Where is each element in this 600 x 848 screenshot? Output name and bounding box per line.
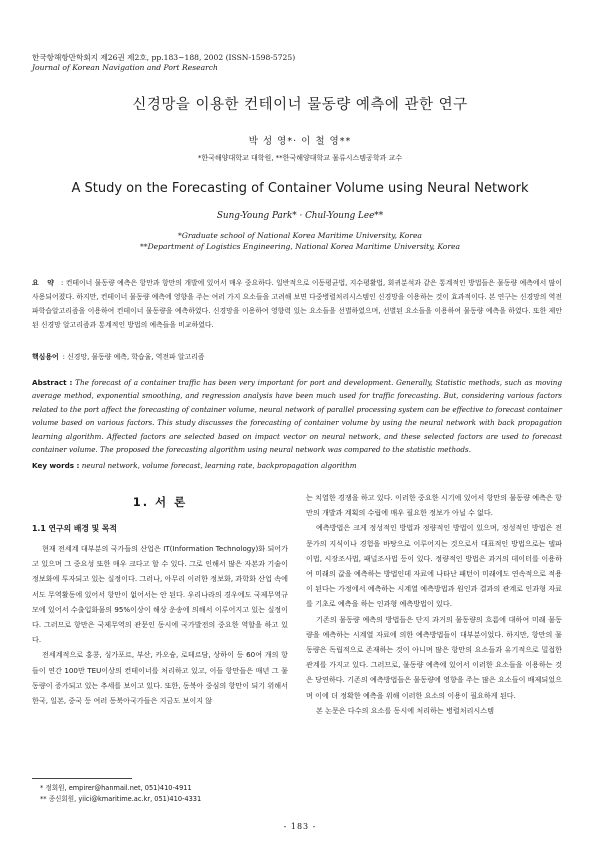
abstract-en: [32, 376, 562, 456]
affiliation-en-2: **Department of Logistics Engineering, National Korea Maritime University, Korea: [139, 242, 461, 251]
affiliation-ko: *한국해양대학교 대학원, **한국해양대학교 물류시스템공학과 교수: [197, 154, 403, 162]
journal-header-ko: 한국항해항만학회지 제26권 제2호, pp.183~188, 2002 (ISSN-1598-5725): [32, 53, 296, 62]
paper-title-en: A Study on the Forecasting of Container Volume using Neural Network: [71, 181, 529, 196]
abstract-en-label: Abstract :: [32, 378, 73, 387]
abstract-en-text: The forecast of a container traffic has been very important for port and development. Generally, Statistic methods, such as moving average method, exponential smoothing, and regression analysis have been much used for traffic forecasting. But, considering various factors related to the port affect the forecasting of container volume, neural network of parallel processing system can be effective to forecast container volume based on various factors. This study discusses the forecasting of container volume by using the neural network with back propagation learning algorithm. Affected factors are selected based on impact vector on neural network, and these selected factors are used to forecast container volume. The proposed the forecasting algorithm using neural network was compared to the statistic methods.: [32, 378, 562, 455]
paragraph: 기존의 물동량 예측의 방법들은 단지 과거의 물동량의 흐름에 대하여 미래 물동량을 예측하는 시계열 자료에 의한 예측방법들이 대부분이었다. 하지만, 항만의 물동량은 독립적으로 존재하는 것이 아니며 많은 항만의 요소들과 유기적으로 밀접한 관계를 가지고 있다. 그러므로, 물동량 예측에 있어서 이러한 요소들을 이용하는 것은 당연하다. 기존의 예측방법들은 물동량에 영향을 주는 많은 요소들이 배제되었으며 이에 더 정확한 예측을 위해 이러한 요소의 이용이 필요하게 된다.: [306, 614, 562, 700]
paragraph: 전세계적으로 홍콩, 싱가포르, 부산, 카오슝, 로테르담, 상하이 등 60여 개의 항들이 연간 100만 TEU이상의 컨테이너를 처리하고 있고, 이들 항만들은 매년 그 물동량이 증가되고 있는 추세를 보이고 있다. 또한, 동북아 중심의 항만이 되기 위해서 한국, 일본, 중국 등 여러 동북아국가들은 지금도 보이지 않: [32, 650, 288, 706]
subsection-title: 1.1 연구의 배경 및 목적: [32, 524, 117, 533]
keywords-ko-text: : 신경망, 물동량 예측, 학습율, 역전파 알고리즘: [62, 353, 205, 361]
authors-en: Sung-Young Park* · Chul-Young Lee**: [216, 211, 384, 221]
paragraph: 현재 전세계 대부분의 국가들의 산업은 IT(Information Technology)화 되어가고 있으며 그 중요성 또한 매우 크다고 할 수 있다. 그로 인해서 많은 자본과 기술이 정보화에 투자되고 있는 실정이다. 그러나, 아무리 이러한 정보화, 과학화 산업 속에서도 무역활동에 있어서 항만이 없어서는 안 된다. 우리나라의 경우에도 국제무역규모에 있어서 수출입화물의 95%이상이 해상 운송에 의해서 이루어지고 있는 실정이다. 그러므로 항만은 국제무역의 관문인 동시에 국가발전의 중요한 역할을 하고 있다.: [32, 544, 288, 645]
paper-title-ko: 신경망을 이용한 컨테이너 물동량 예측에 관한 연구: [132, 97, 468, 113]
abstract-ko: [32, 276, 562, 332]
abstract-ko-label: 요 약: [32, 279, 57, 287]
paragraph: 는 치열한 경쟁을 하고 있다. 이러한 중요한 시기에 있어서 항만의 물동량 예측은 항만의 개발과 계획의 수립에 매우 필요한 정보가 아닐 수 없다.: [306, 493, 562, 518]
paragraph: 본 논문은 다수의 요소를 동시에 처리하는 병렬처리시스템: [316, 705, 494, 715]
abstract-ko-text: : 컨테이너 물동량 예측은 항만과 항만의 개발에 있어서 매우 중요하다. 일반적으로 이동평균법, 지수평활법, 회귀분석과 같은 통계적인 방법들은 물동량 예측에서 많이 사용되어졌다. 하지만, 컨테이너 물동량 예측에 영향을 주는 여러 가지 요소들을 고려해 보면 다중병렬처리시스템인 신경망을 이용하는 것이 효과적이다. 본 연구는 신경망의 역전파학습알고리즘을 이용하여 컨테이너 물동량을 예측하였다. 신경망을 이용하여 영향력 있는 요소들을 선별하였으며, 선별된 요소들을 이용하여 물동량 예측을 하였다. 또한 제안된 신경망 알고리즘과 통계적인 방법의 예측들을 비교하였다.: [32, 279, 562, 329]
footnote-1: * 정회원, empirer@hanmail.net, 051)410-4911: [40, 784, 192, 792]
journal-header-en: Journal of Korean Navigation and Port Research: [32, 63, 218, 72]
authors-ko: 박 성 영*· 이 철 영**: [248, 136, 352, 147]
right-column: [306, 490, 562, 718]
page-number: - 183 -: [283, 822, 317, 831]
left-column: [32, 541, 288, 708]
keywords-en: [32, 461, 562, 470]
keywords-ko-label: 핵심용어: [32, 353, 59, 361]
paragraph: 예측방법은 크게 정성적인 방법과 정량적인 방법이 있으며, 정성적인 방법은 전문가의 지식이나 경험을 바탕으로 이루어지는 것으로서 대표적인 방법으로는 델파이법, 시장조사법, 패널조사법 등이 있다. 정량적인 방법은 과거의 데이터를 이용하여 미래의 값을 예측하는 방법인데 자료에 나타난 패턴이 미래에도 연속적으로 적용이 된다는 가정에서 예측하는 시계열 예측방법과 원인과 결과의 관계로 인과형 자료를 기초로 예측을 하는 인과형 예측방법이 있다.: [306, 523, 562, 609]
keywords-en-text: neural network, volume forecast, learning rate, backpropagation algorithm: [81, 461, 357, 470]
footnote-divider: [32, 778, 132, 779]
section-title: 1. 서 론: [132, 495, 188, 509]
keywords-en-label: Key words :: [32, 461, 80, 470]
keywords-ko: [32, 350, 562, 364]
footnote-2: ** 종신회원, yiici@kmaritime.ac.kr, 051)410-4331: [40, 795, 202, 803]
affiliation-en-1: *Graduate school of National Korea Maritime University, Korea: [178, 231, 422, 240]
